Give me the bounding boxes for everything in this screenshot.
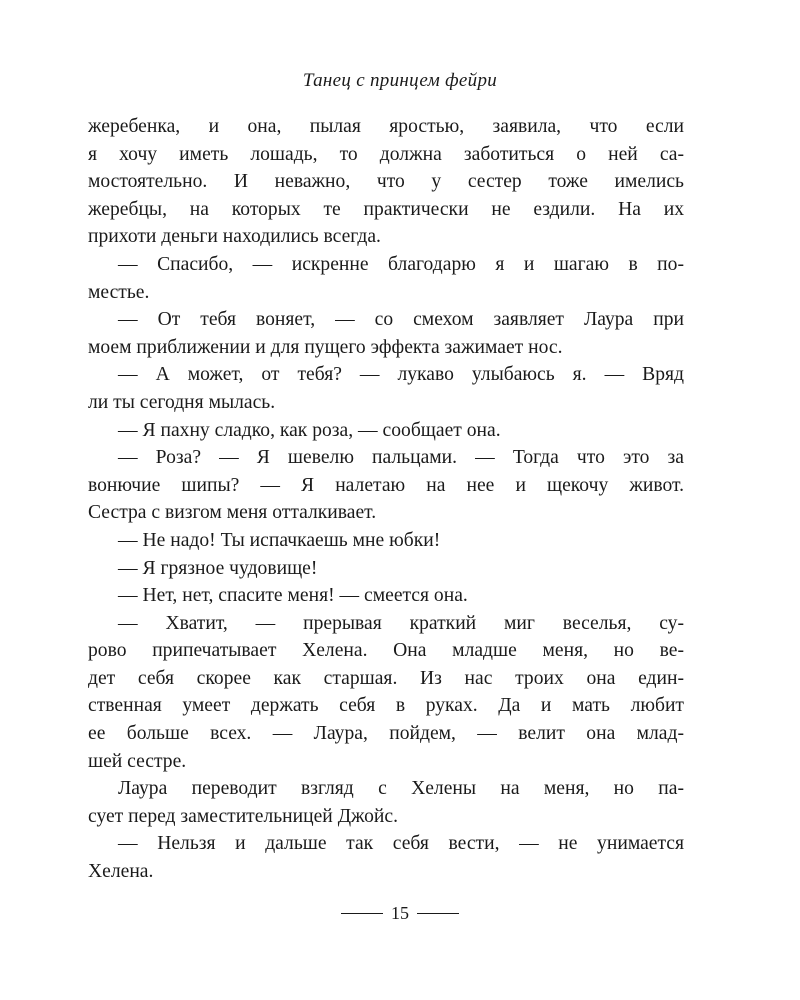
text-line: Лаура переводит взгляд с Хелены на меня, но па- xyxy=(118,778,684,800)
text-line: дет себя скорее как старшая. Из нас троих она един- xyxy=(88,667,684,689)
text-line: ее больше всех. — Лаура, пойдем, — велит она млад- xyxy=(88,723,684,745)
text-line: сует перед заместительницей Джойс. xyxy=(88,805,398,827)
text-line: вонючие шипы? — Я налетаю на нее и щекочу живот. xyxy=(88,474,684,496)
text-line: Сестра с визгом меня отталкивает. xyxy=(88,502,377,524)
text-line: жеребцы, на которых те практически не ездили. На их xyxy=(88,198,684,220)
body-text xyxy=(88,113,684,886)
text-line: местье. xyxy=(88,281,150,303)
text-line: мостоятельно. И неважно, что у сестер тоже имелись xyxy=(88,171,684,193)
folio-rule-left xyxy=(341,913,383,915)
text-line: — Роза? — Я шевелю пальцами. — Тогда что это за xyxy=(118,447,684,469)
text-line: рово припечатывает Хелена. Она младше меня, но ве- xyxy=(88,640,684,662)
text-line: — Нет, нет, спасите меня! — смеется она. xyxy=(118,585,468,607)
text-line: моем приближении и для пущего эффекта зажимает нос. xyxy=(88,336,563,358)
text-line: — Я грязное чудовище! xyxy=(118,557,318,579)
text-line: прихоти деньги находились всегда. xyxy=(88,226,381,248)
folio-rule-right xyxy=(417,913,459,915)
text-line: — А может, от тебя? — лукаво улыбаюсь я. — Вряд xyxy=(118,364,684,386)
text-line: — Нельзя и дальше так себя вести, — не унимается xyxy=(118,833,684,855)
text-line: — От тебя воняет, — со смехом заявляет Лаура при xyxy=(118,309,684,331)
text-line: я хочу иметь лошадь, то должна заботиться о ней са- xyxy=(88,143,684,165)
text-line: — Спасибо, — искренне благодарю я и шагаю в по- xyxy=(118,253,684,275)
text-line: Хелена. xyxy=(88,861,154,883)
page-footer xyxy=(0,903,800,924)
text-line: жеребенка, и она, пылая яростью, заявила, что если xyxy=(88,116,684,137)
running-head: Танец с принцем фейри xyxy=(302,70,498,91)
page-number: 15 xyxy=(391,903,409,923)
text-line: — Не надо! Ты испачкаешь мне юбки! xyxy=(118,529,441,551)
text-line: ли ты сегодня мылась. xyxy=(88,391,276,413)
text-line: ственная умеет держать себя в руках. Да и мать любит xyxy=(88,695,684,717)
text-line: — Я пахну сладко, как роза, — сообщает она. xyxy=(118,419,501,441)
text-line: шей сестре. xyxy=(88,750,187,772)
text-line: — Хватит, — прерывая краткий миг веселья, су- xyxy=(118,612,684,634)
